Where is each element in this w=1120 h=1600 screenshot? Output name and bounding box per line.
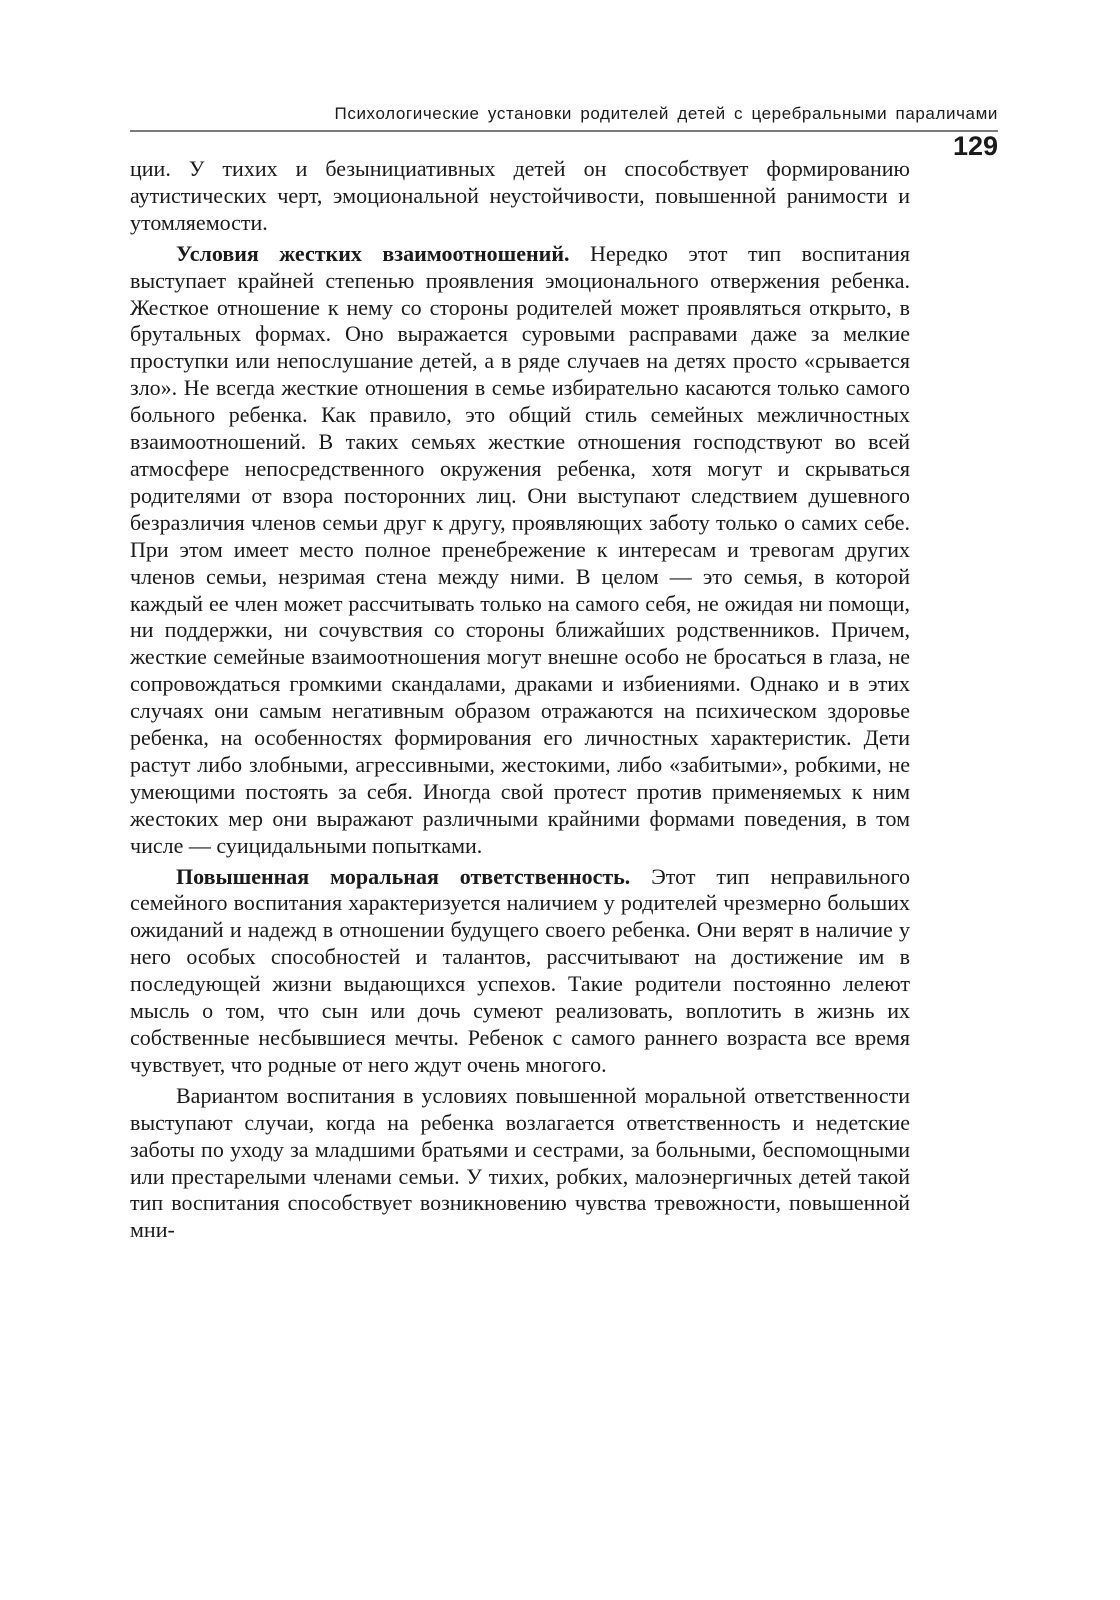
paragraph-text: Нередко этот тип воспитания выступает крайней степенью проявления эмоционального отвержения ребенка. Жесткое отношение к нему со стороны родителей может проявляться открыто, в брутальных формах. Оно выражается суровыми расправами даже за мелкие проступки или непослушание детей, а в ряде случаев на детях просто «срывается зло». Не всегда жесткие отношения в семье избирательно касаются только самого больного ребенка. Как правило, это общий стиль семейных межличностных взаимоотношений. В таких семьях жесткие отношения господствуют во всей атмосфере непосредственного окружения ребенка, хотя могут и скрываться родителями от взора посторонних лиц. Они выступают следствием душевного безразличия членов семьи друг к другу, проявляющих заботу только о самих себе. При этом имеет место полное пренебрежение к интересам и тревогам других членов семьи, незримая стена между ними. В целом — это семья, в которой каждый ее член может рассчитывать только на самого себя, не ожидая ни помощи, ни поддержки, ни сочувствия со стороны ближайших родственников. Причем, жесткие семейные взаимоотношения могут внешне особо не бросаться в глаза, не сопровождаться громкими скандалами, драками и избиениями. Однако и в этих случаях они самым негативным образом отражаются на психическом здоровье ребенка, на особенностях формирования его личностных характеристик. Дети растут либо злобными, агрессивными, жестокими, либо «забитыми», робкими, не умеющими постоять за себя. Иногда свой протест против применяемых к ним жестоких мер они выражают различными крайними формами поведения, в том числе — суицидальными попытками. [130,240,911,858]
running-title: Психологические установки родителей детей с церебральными параличами [334,104,998,123]
paragraph-continuation [130,156,910,237]
paragraph-variant [130,1083,910,1244]
body-text [130,156,910,1248]
section-heading-rigid-relations: Условия жестких взаимоотношений. [176,240,570,266]
paragraph-rigid-relations [130,241,910,860]
paragraph-text: Вариантом воспитания в условиях повышенной моральной ответственности выступают случаи, когда на ребенка возлагается ответственность и недетские заботы по уходу за младшими братьями и сестрами, за больными, беспомощными или престарелыми членами семьи. У тихих, робких, малоэнергичных детей такой тип воспитания способствует возникновению чувства тревожности, повышенной мни- [130,1082,910,1243]
running-header [130,104,998,132]
page-number: 129 [952,131,998,161]
paragraph-text: ции. У тихих и безынициативных детей он способствует формированию аутистических черт, эмоциональной неустойчивости, повышенной ранимости и утомляемости. [130,156,910,235]
section-heading-moral-responsibility: Повышенная моральная ответственность. [176,863,631,889]
paragraph-moral-responsibility [130,864,910,1079]
paragraph-text: Этот тип неправильного семейного воспитания характеризуется наличием у родителей чрезмерно больших ожиданий и надежд в отношении будущего своего ребенка. Они верят в наличие у него особых способностей и талантов, рассчитывают на достижение им в последующей жизни выдающихся успехов. Такие родители постоянно лелеют мысль о том, что сын или дочь сумеют реализовать, воплотить в жизнь их собственные несбывшиеся мечты. Ребенок с самого раннего возраста все время чувствует, что родные от него ждут очень многого. [130,863,910,1077]
